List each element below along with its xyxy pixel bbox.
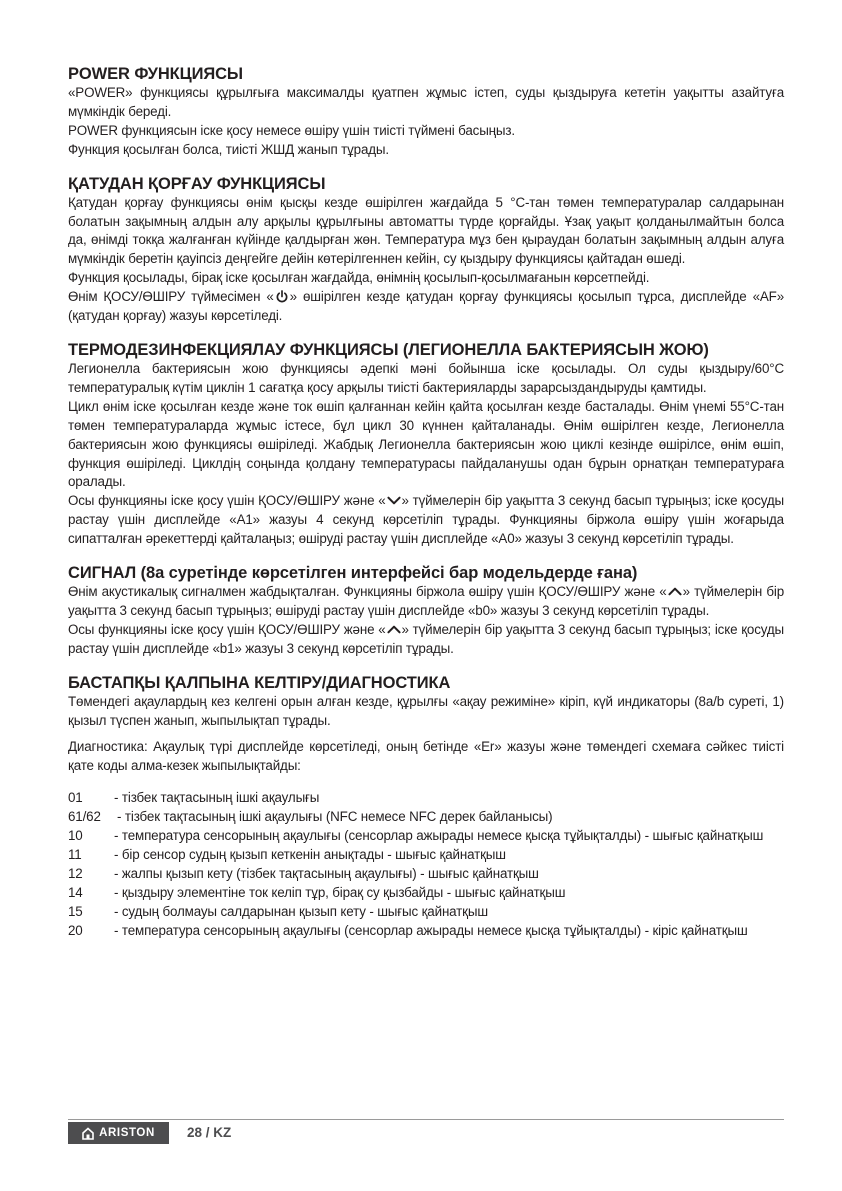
brand-logo [68,1122,169,1144]
chevron-up-icon [667,585,683,598]
text-run: Осы функцияны іске қосу үшін ҚОСУ/ӨШІРУ және « [68,621,386,637]
paragraph: Функция қосылады, бірақ іске қосылған жағдайда, өнімнің қосылып-қосылмағанын көрсетпейді. [68,270,650,286]
list-item [68,864,784,883]
section-power [68,64,784,160]
error-code: 01 [68,790,83,806]
footer-divider [68,1119,784,1120]
paragraph: Қатудан қорғау функциясы өнім қысқы кезде өшірілген жағдайда 5 °C-тан төмен температуралар салдарынан болатын зақымның алдын алу арқылы құрылғыны автоматты түрде қорғайды. Ұзақ уақыт қолданылмайтын болса да, өнімді токқа жалғанған күйінде қалдырған жөн. Температура мұз бен қыраудан болатын зақымның алдын алуға мүмкіндік беретін қауіпсіз деңгейге дейін көтерілгеннен кейін, су қыздыру функциясы қайтадан өшеді. [68,194,784,267]
paragraph [68,288,784,326]
error-code: 20 [68,923,83,939]
error-code: 61/62 [68,809,101,825]
error-code: 11 [68,847,82,863]
chevron-down-icon [386,494,402,507]
error-description: - тізбек тақтасының ішкі ақаулығы [114,790,320,806]
error-description: - жалпы қызып кету (тізбек тақтасының ақаулығы) - шығыс қайнатқыш [114,866,539,882]
paragraph [68,693,784,731]
list-item [68,807,784,826]
text-run: » өшірілген кезде қатудан қорғау функциясы қосылып тұрса, дисплейде «AF» (қатудан қорғау) жазуы көрсетіледі. [68,289,784,324]
error-description: - температура сенсорының ақаулығы (сенсорлар ажырады немесе қысқа тұйықталды) - шығыс қайнатқыш [114,828,764,844]
page-number: 28 / KZ [187,1125,232,1140]
paragraph [68,621,784,659]
section-signal [68,563,784,659]
section-title-signal: СИГНАЛ (8a суретінде көрсетілген интерфейсі бар модельдерде ғана) [68,564,638,583]
text-run: Өнім ҚОСУ/ӨШІРУ түймесімен « [68,289,274,305]
text-run: Өнім акустикалық сигналмен жабдықталған. Функцияны біржола өшіру үшін ҚОСУ/ӨШІРУ және « [68,584,667,600]
section-frost-protection [68,174,784,326]
text-run: Төмендегі ақаулардың кез келгені орын алған кезде, құрылғы «ақау режиміне» кіріп, күй индикаторы ( [68,693,699,709]
list-item [68,845,784,864]
error-description: - тізбек тақтасының ішкі ақаулығы (NFC немесе NFC дерек байланысы) [117,809,553,825]
text-run: » түймелерін бір уақытта 3 секунд басып тұрыңыз; іске қосуды растау үшін дисплейде «A1» жазуы 4 секунд көрсетіліп тұрады. Функцияны біржола өшіру үшін жоғарыда сипатталған әрекеттерді қайталаңыз; өшіруді растау үшін дисплейде «A0» жазуы 3 секунд көрсетіліп тұрады. [68,493,784,547]
paragraph: Легионелла бактериясын жою функциясы әдепкі мәні бойынша іске қосылады. Ол суды қыздыру/60°C температуралық күтім циклін 1 сағатқа қосу арқылы тиісті бактерияларды зарарсыздандыруды қамтиды. [68,360,784,395]
text-run: ) қызыл түспен жанып, жыпылықтап тұрады. [68,693,784,728]
paragraph: Цикл өнім іске қосылған кезде және ток өшіп қалғаннан кейін қайта қосылған кезде басталады. Өнім үнемі 55°C-тан төмен температураларда жұмыс істесе, бұл цикл 30 күннен қайталанады. Өнім өшірілген кезде, Легионелла бактериясын жою функциясы өшіріледі. Жабдық Легионелла бактериясын жою циклі кезінде өшірілсе, өнім өшіп, функция өшіріледі. Циклдің соңында қолдану температурасы пайдаланушы одан бұрын орнатқан температураға оралады. [68,398,784,490]
house-logo-icon [82,1127,94,1140]
section-title-frost: ҚАТУДАН ҚОРҒАУ ФУНКЦИЯСЫ [68,174,326,193]
diagnostics-label: Диагностика: [68,739,148,755]
text-run: » түймелерін бір уақытта 3 секунд басып тұрыңыз; өшіруді растау үшін дисплейде «b0» жазуы 3 секунд көрсетіліп тұрады. [68,584,784,618]
diagnostics-paragraph [68,738,784,776]
error-description: - судың болмауы салдарынан қызып кету - шығыс қайнатқыш [114,904,488,920]
paragraph [68,583,784,621]
list-item [68,826,784,845]
error-description: - қыздыру элементіне ток келіп тұр, бірақ су қызбайды - шығыс қайнатқыш [114,885,566,901]
paragraph [68,492,784,549]
brand-name: ARISTON [99,1127,155,1139]
list-item [68,788,784,807]
paragraph: POWER функциясын іске қосу немесе өшіру үшін тиісті түймені басыңыз. [68,122,515,138]
paragraph: «POWER» функциясы құрылғыға максималды қуатпен жұмыс істеп, суды қыздыруға кететін уақытты азайтуға мүмкіндік береді. [68,85,784,119]
error-code: 12 [68,866,83,882]
list-item [68,902,784,921]
error-code-list [68,788,784,940]
paragraph: Функция қосылған болса, тиісті ЖШД жанып тұрады. [68,141,389,157]
section-diagnostics [68,673,784,941]
chevron-up-icon [386,623,402,636]
text-run: Ақаулық түрі дисплейде көрсетіледі, оның бетінде «Er» жазуы және төмендегі схемаға сәйкес тиісті қате коды алма-кезек жыпылықтайды: [68,739,784,774]
error-code: 14 [68,885,83,901]
error-description: - температура сенсорының ақаулығы (сенсорлар ажырады немесе қысқа тұйықталды) - кіріс қайнатқыш [114,923,748,939]
text-run: » түймелерін бір уақытта 3 секунд басып тұрыңыз; іске қосуды растау үшін дисплейде «b1» жазуы 3 секунд көрсетіліп тұрады. [68,621,784,656]
error-code: 15 [68,904,83,920]
section-title-diagnostics: БАСТАПҚЫ ҚАЛПЫНА КЕЛТІРУ/ДИАГНОСТИКА [68,673,451,692]
figure-reference: 8a/b суреті, 1 [698,693,780,709]
section-title-legionella: ТЕРМОДЕЗИНФЕКЦИЯЛАУ ФУНКЦИЯСЫ (ЛЕГИОНЕЛЛА БАКТЕРИЯСЫН ЖОЮ) [68,340,709,359]
text-run: Осы функцияны іске қосу үшін ҚОСУ/ӨШІРУ және « [68,493,386,509]
list-item [68,883,784,902]
power-icon [274,290,290,303]
section-legionella [68,340,784,549]
list-item [68,921,784,940]
section-title-power: POWER ФУНКЦИЯСЫ [68,65,243,83]
error-description: - бір сенсор судың қызып кеткенін анықтады - шығыс қайнатқыш [114,847,506,863]
error-code: 10 [68,828,83,844]
page-content [68,64,784,940]
